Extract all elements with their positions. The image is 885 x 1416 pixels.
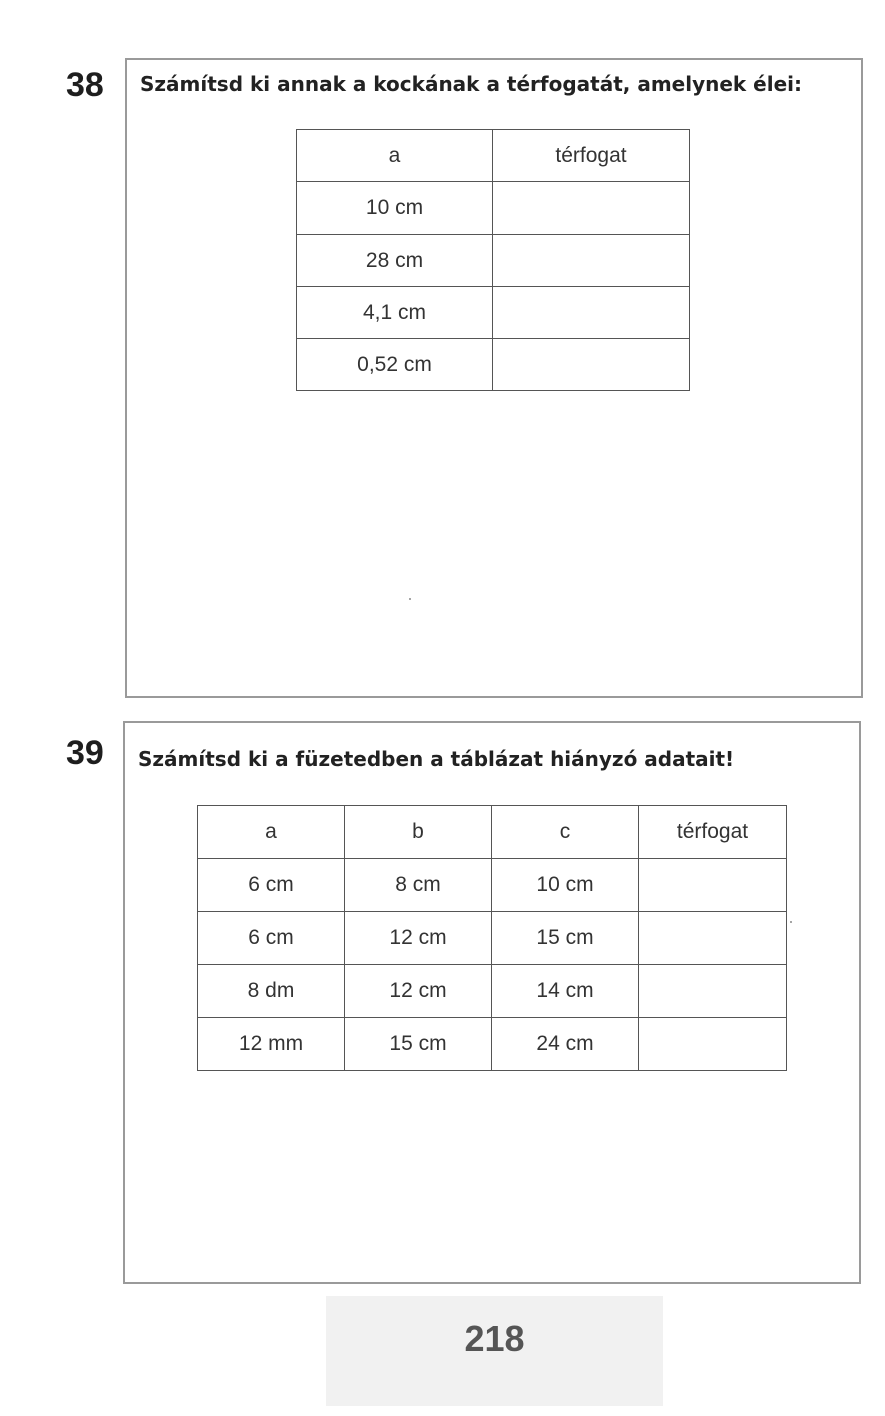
cell-a: 4,1 cm bbox=[297, 287, 493, 339]
task-39-box bbox=[123, 721, 861, 1284]
cell-volume-answer[interactable] bbox=[493, 235, 690, 287]
task-39-table bbox=[197, 805, 787, 1071]
cell-volume-answer[interactable] bbox=[639, 965, 787, 1018]
header-cell-a: a bbox=[297, 130, 493, 182]
cell-b: 15 cm bbox=[345, 1018, 492, 1071]
cell-a: 28 cm bbox=[297, 235, 493, 287]
task-38-box bbox=[125, 58, 863, 698]
table-row bbox=[198, 1018, 787, 1071]
task-38-number: 38 bbox=[66, 66, 104, 104]
cell-volume-answer[interactable] bbox=[493, 339, 690, 391]
cell-volume-answer[interactable] bbox=[493, 182, 690, 235]
cell-c: 14 cm bbox=[492, 965, 639, 1018]
task-38-table bbox=[296, 129, 690, 391]
cell-b: 8 cm bbox=[345, 859, 492, 912]
cell-a: 12 mm bbox=[198, 1018, 345, 1071]
cell-volume-answer[interactable] bbox=[639, 912, 787, 965]
cell-volume-answer[interactable] bbox=[493, 287, 690, 339]
cell-c: 15 cm bbox=[492, 912, 639, 965]
cell-volume-answer[interactable] bbox=[639, 859, 787, 912]
cell-c: 24 cm bbox=[492, 1018, 639, 1071]
paper-speck bbox=[790, 921, 792, 923]
table-row bbox=[198, 965, 787, 1018]
task-39-title: Számítsd ki a füzetedben a táblázat hiányzó adatait! bbox=[138, 747, 735, 771]
header-cell-volume: térfogat bbox=[639, 806, 787, 859]
page-number-band bbox=[326, 1296, 663, 1406]
cell-a: 6 cm bbox=[198, 912, 345, 965]
cell-a: 8 dm bbox=[198, 965, 345, 1018]
table-header-row bbox=[198, 806, 787, 859]
cell-a: 6 cm bbox=[198, 859, 345, 912]
header-cell-c: c bbox=[492, 806, 639, 859]
task-38-title: Számítsd ki annak a kockának a térfogatát, amelynek élei: bbox=[140, 72, 803, 96]
header-cell-b: b bbox=[345, 806, 492, 859]
cell-volume-answer[interactable] bbox=[639, 1018, 787, 1071]
table-row bbox=[297, 339, 690, 391]
table-row bbox=[297, 287, 690, 339]
header-cell-a: a bbox=[198, 806, 345, 859]
table-row bbox=[297, 182, 690, 235]
cell-a: 10 cm bbox=[297, 182, 493, 235]
cell-b: 12 cm bbox=[345, 965, 492, 1018]
table-row bbox=[297, 235, 690, 287]
cell-c: 10 cm bbox=[492, 859, 639, 912]
cell-b: 12 cm bbox=[345, 912, 492, 965]
task-39-number: 39 bbox=[66, 734, 104, 772]
cell-a: 0,52 cm bbox=[297, 339, 493, 391]
table-row bbox=[198, 912, 787, 965]
table-header-row bbox=[297, 130, 690, 182]
header-cell-volume: térfogat bbox=[493, 130, 690, 182]
paper-speck bbox=[409, 598, 411, 600]
page-number: 218 bbox=[464, 1318, 525, 1359]
table-row bbox=[198, 859, 787, 912]
